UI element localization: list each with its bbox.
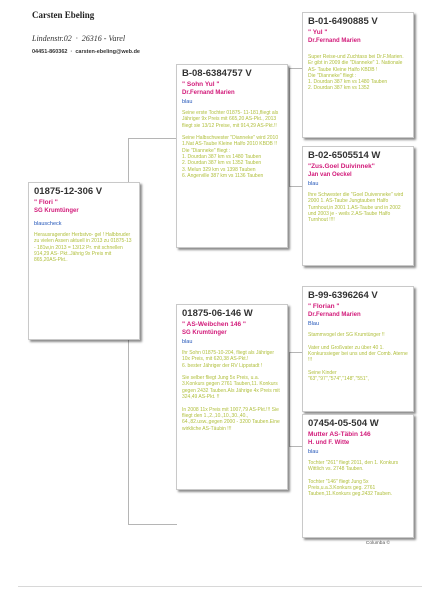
email-link[interactable]: carsten-ebeling@web.de — [75, 49, 140, 55]
ring-number: B-01-6490885 V — [308, 16, 378, 27]
pigeon-info: Ihre Schwester die "Goel Duivenneke" wird 2000 1. AS-Taube Jungtauben Halfo Turnhout,in 2001 1.AS-Taube und in 2002 und 2003 je - weils 2.AS-Taube Halfo Turnhout !!!! — [308, 192, 404, 224]
connector-father-vertical — [289, 68, 290, 186]
ring-number: 01875-06-146 W — [182, 308, 253, 319]
pigeon-card-mother-mother[interactable] — [302, 414, 414, 538]
pigeon-info: Tochter "261" fliegt 2011, den 1. Konkurs Wittlich vs. 2748 Tauben. Tochter "146" fliegt Jung 5x Preis,u.a.3.Konkurs geg. 2761 Tauben,11.Konkurs geg.2432 Tauben. — [308, 460, 399, 498]
connector-main-to-mother — [128, 524, 177, 525]
owner-name: Carsten Ebeling — [32, 10, 95, 20]
pigeon-color: Blau — [308, 321, 320, 327]
pigeon-name: "Zus.Goel Duivinnek" — [308, 163, 375, 170]
connector-father-to-fm — [289, 186, 302, 187]
header — [32, 10, 262, 55]
connector-mother-to-mf — [289, 352, 302, 353]
pigeon-name: " Flori " — [34, 199, 58, 206]
ring-number: 07454-05-504 W — [308, 418, 379, 429]
pigeon-color: blau — [182, 99, 193, 105]
separator-dot: · — [70, 49, 73, 55]
ring-number: B-08-6384757 V — [182, 68, 252, 79]
pigeon-name: " Sohn Yul " — [182, 81, 220, 88]
breeder: Dr.Fernand Marien — [182, 90, 235, 96]
pigeon-card-main[interactable] — [28, 182, 140, 340]
breeder: H. und F. Witte — [308, 440, 350, 446]
pigeon-name: " Yul " — [308, 29, 328, 36]
pigeon-info: Herausragender Herbstvo- gel ! Halbbruder zu vielen Assen aktuell in 2013 zu 01875-13 - 181w,in 2013 = 13/12 Pr. mit schnellen 914,29 AS- Pkt..Jährig 9x Preis mit 865,20AS-Pkt.. — [34, 232, 132, 264]
pigeon-info: Seine erste Tochter 01875- 11-181,fliegt als Jähriger 9x Preis mit 665,20 AS-Pkt., 2013 fliegt sie 13/12 Preise, mit 914,29 AS-Pkt.!! Seine Halbschwester "Dianneke" wird 2010 1.Nat AS-Taube Kleine Halfo 2010 KBDB !! Die "Dianneke" fliegt : 1. Dourdan 387 km vs 1480 Tauben 2. Dourdan 387 km vs 1352 Tauben 3. Melun 329 km vs 1398 Tauben 6. Angerville 387 km vs 1136 Tauben — [182, 110, 279, 179]
ring-number: 01875-12-306 V — [34, 186, 103, 197]
address — [32, 34, 262, 43]
pigeon-card-father-father[interactable] — [302, 12, 414, 138]
contact — [32, 49, 262, 55]
connector-father-to-ff — [289, 68, 302, 69]
separator-dot: · — [75, 34, 78, 43]
pigeon-color: blau — [308, 181, 319, 187]
breeder: SG Krumtünger — [34, 208, 79, 214]
pigeon-card-mother-father[interactable] — [302, 286, 414, 412]
pigeon-info: Super Reise-und Zuchtass bei Dr.F.Marien. Er gibt in 2009 die "Dianneke" 1. Nationale AS- Taube Kleine Halfo KBDB ! Die "Dianneke" fliegt : 1. Dourdan 387 km vs 1480 Tauben 2. Dourdan 387 km vs 1352 — [308, 54, 404, 92]
pigeon-name: Mutter AS-Täbin 146 — [308, 431, 371, 438]
breeder: Dr.Fernand Marien — [308, 38, 361, 44]
ring-number: B-02-6505514 W — [308, 150, 381, 161]
pigeon-card-father[interactable] — [176, 64, 288, 248]
footer-credit: Columba © — [365, 541, 390, 546]
pigeon-color: blau — [182, 339, 193, 345]
pigeon-card-mother[interactable] — [176, 304, 288, 490]
breeder: Jan van Oeckel — [308, 172, 352, 178]
street: Lindenstr.02 — [32, 34, 72, 43]
city: 26316 - Varel — [81, 34, 126, 43]
connector-mother-vertical — [289, 352, 290, 446]
pigeon-name: " AS-Weibchen 146 " — [182, 321, 246, 328]
pigeon-name: " Florian " — [308, 303, 340, 310]
phone: 04451-860362 — [32, 49, 68, 55]
pigeon-color: blau — [308, 449, 319, 455]
connector-main-to-father — [128, 138, 177, 139]
pigeon-info: Ihr Sohn 01875-10-204, fliegt als Jähriger 10x Preis, mit 620,38 AS-Pkt.! 6. bester Jähriger der RV Lippstadt ! Sie selber fliegt Jung 5x Preis, u.a. 3.Konkurs gegen 2761 Tauben,11. Konkurs gegen 2432 Tauben.Als Jährige 4x Preis mit 324,49 AS-Pkt. !! In 2008 11x Preis mit 1007,79 AS-Pkt.!!! Sie fliegt den 1.,2.,10.,10.,30.,40., 64.,82.usw.,gegen 2000 - 3200 Tauben.Eine wirkliche AS-Täubin !!! — [182, 350, 280, 432]
pigeon-card-father-mother[interactable] — [302, 146, 414, 266]
pigeon-info: Stammvogel der SG Krumtünger !! Vater und Großvater zu über 40 1. Konkurssieger bei uns und der Comb. Aterne !!! Seine Kinder "63","97","574","148","551", — [308, 332, 408, 383]
connector-mother-to-mm — [289, 446, 302, 447]
breeder: Dr.Fernand Marien — [308, 312, 361, 318]
bottom-rule — [18, 586, 422, 587]
ring-number: B-99-6396264 V — [308, 290, 378, 301]
breeder: SG Krumtünger — [182, 330, 227, 336]
pigeon-color: blauscheck — [34, 221, 62, 227]
